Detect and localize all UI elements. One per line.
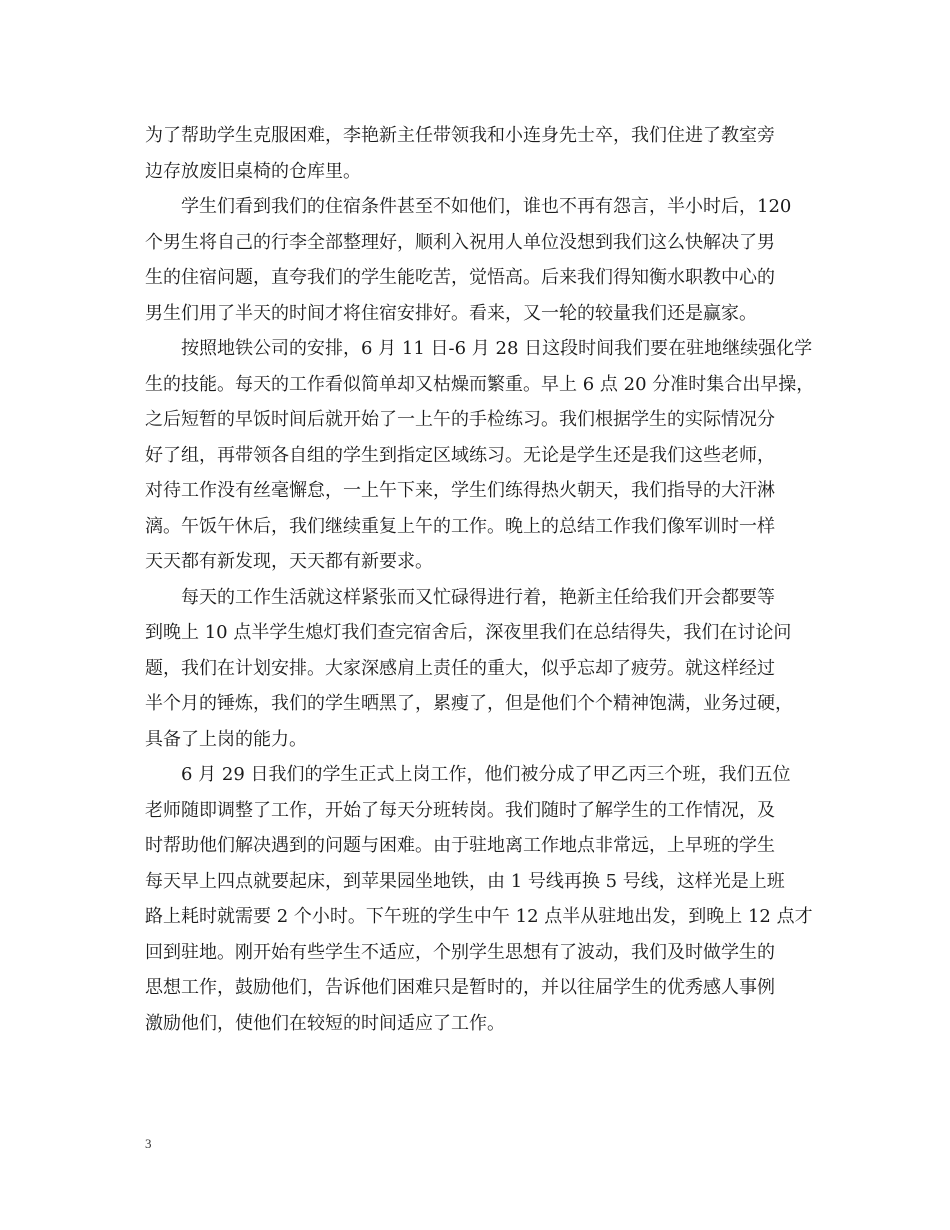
paragraph-1 [145, 118, 805, 189]
text-line: 漓。午饭午休后，我们继续重复上午的工作。晚上的总结工作我们像军训时一样 [145, 515, 775, 537]
text-line: 6 月 29 日我们的学生正式上岗工作，他们被分成了甲乙丙三个班，我们五位 [181, 764, 791, 785]
paragraph-4 [145, 580, 805, 758]
text-line: 时帮助他们解决遇到的问题与困难。由于驻地离工作地点非常远，上早班的学生 [145, 835, 775, 856]
text-line: 好了组，再带领各自组的学生到指定区域练习。无论是学生还是我们这些老师， [145, 444, 775, 466]
text-line: 生的住宿问题，直夸我们的学生能吃苦，觉悟高。后来我们得知衡水职教中心的 [145, 267, 775, 288]
text-line: 思想工作，鼓励他们，告诉他们困难只是暂时的，并以往届学生的优秀感人事例 [145, 977, 775, 998]
text-line: 半个月的锤炼，我们的学生晒黑了，累瘦了，但是他们个个精神饱满，业务过硬， [145, 693, 793, 714]
text-line: 激励他们，使他们在较短的时间适应了工作。 [145, 1012, 505, 1034]
text-line: 学生们看到我们的住宿条件甚至不如他们，谁也不再有怨言，半小时后，120 [181, 196, 792, 217]
text-line: 每天的工作生活就这样紧张而又忙碌得进行着，艳新主任给我们开会都要等 [181, 586, 775, 608]
text-line: 之后短暂的早饭时间后就开始了一上午的手检练习。我们根据学生的实际情况分 [145, 409, 775, 430]
text-line: 按照地铁公司的安排，6 月 11 日-6 月 28 日这段时间我们要在驻地继续强化学 [181, 338, 813, 359]
text-line: 天天都有新发现，天天都有新要求。 [145, 551, 433, 572]
text-line: 老师随即调整了工作，开始了每天分班转岗。我们随时了解学生的工作情况，及 [145, 799, 775, 821]
text-line: 到晚上 10 点半学生熄灯我们查完宿舍后，深夜里我们在总结得失，我们在讨论问 [145, 622, 792, 643]
text-line: 为了帮助学生克服困难，李艳新主任带领我和小连身先士卒，我们住进了教室旁 [145, 125, 775, 146]
document-body [145, 118, 815, 1041]
text-line: 男生们用了半天的时间才将住宿安排好。看来，又一轮的较量我们还是赢家。 [145, 302, 757, 324]
text-line: 题，我们在计划安排。大家深感肩上责任的重大，似乎忘却了疲劳。就这样经过 [145, 657, 775, 679]
page-number: 3 [145, 1136, 152, 1151]
paragraph-5 [145, 757, 813, 1041]
paragraph-3 [145, 331, 815, 580]
text-line: 边存放废旧桌椅的仓库里。 [145, 160, 361, 182]
text-line: 个男生将自己的行李全部整理好，顺利入祝用人单位没想到我们这么快解决了男 [145, 231, 775, 253]
paragraph-2 [145, 189, 805, 331]
text-line: 生的技能。每天的工作看似简单却又枯燥而繁重。早上 6 点 20 分准时集合出早操， [145, 373, 815, 395]
text-line: 路上耗时就需要 2 个小时。下午班的学生中午 12 点半从驻地出发，到晚上 12 点才 [145, 906, 813, 927]
text-line: 对待工作没有丝毫懈怠，一上午下来，学生们练得热火朝天，我们指导的大汗淋 [145, 480, 775, 501]
text-line: 具备了上岗的能力。 [145, 728, 307, 750]
text-line: 每天早上四点就要起床，到苹果园坐地铁，由 1 号线再换 5 号线，这样光是上班 [145, 870, 785, 892]
text-line: 回到驻地。刚开始有些学生不适应，个别学生思想有了波动，我们及时做学生的 [145, 941, 775, 963]
